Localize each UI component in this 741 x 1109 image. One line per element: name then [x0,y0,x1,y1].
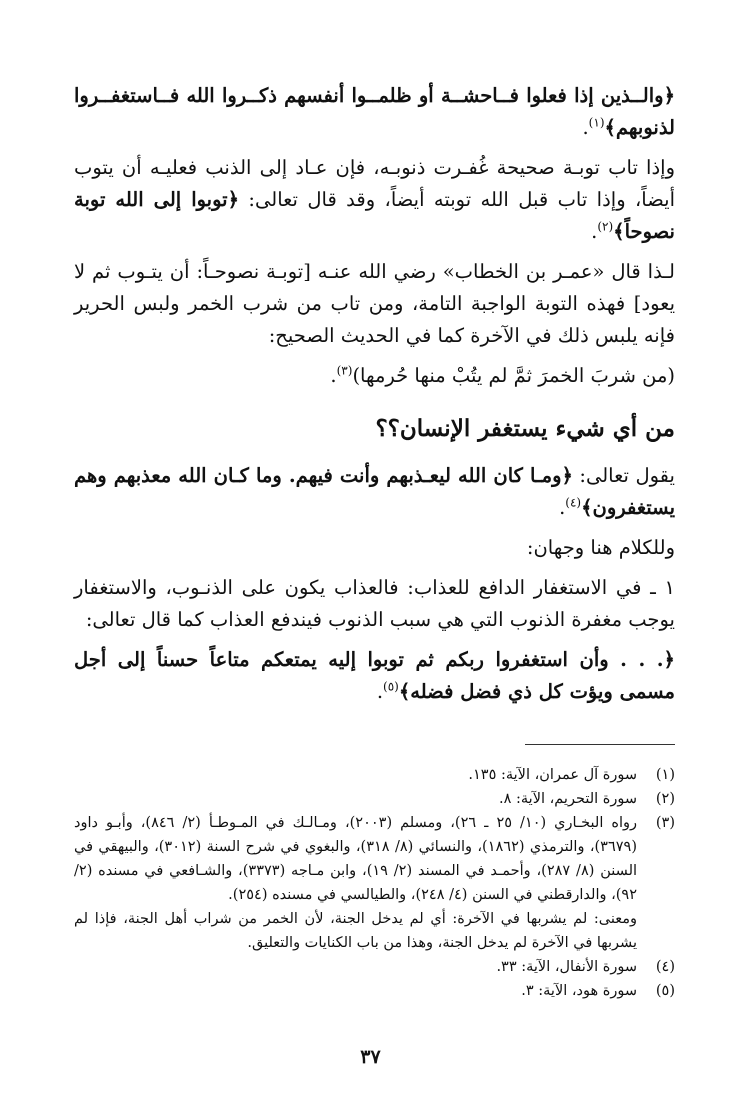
page-number: ٣٧ [360,1046,381,1068]
footnote-item [74,763,675,787]
footnote-number: (١) [655,767,675,783]
footnote-item [74,979,675,1003]
paragraph-p5 [74,460,675,524]
footnote-item [74,787,675,811]
text-run: . [376,680,384,703]
main-text-bottom [74,460,675,708]
footnote-text: سورة آل عمران، الآية: ١٣٥. [468,767,637,783]
paragraph-p1 [74,80,675,144]
footnote-divider [525,744,675,745]
footnote-text: سورة التحريم، الآية: ٨. [498,791,637,807]
section-heading: من أي شيء يستغفر الإنسان؟؟ [375,415,675,442]
footnote-ref: (٢) [597,219,614,234]
footnote-text: سورة الأنفال، الآية: ٣٣. [496,959,637,975]
text-run: (من شربَ الخمرَ ثمَّ لم يتُبْ منها حُرمها) [352,364,675,387]
footnote-number: (٥) [655,983,675,999]
footnote-item [74,955,675,979]
quranic-verse: ﴿ومـا كان الله ليعـذبهم وأنت فيهم. وما كـان الله معذبهم وهم يستغفرون﴾ [74,464,675,519]
footnote-item [74,811,675,907]
paragraph-p2 [74,152,675,248]
footnote-text: رواه البخـاري (١٠/ ٢٥ ـ ٢٦)، ومسلم (٢٠٠٣)، ومـالـك في المـوطـأ (٢/ ٨٤٦)، وأبـو داود (٣٦٧٩)، والترمذي (١٨٦٢)، والنسائي (٨/ ٣١٨)، والبغوي في شرح السنة (٣٠١٢)، والبيهقي في السنن (٨/ ٢٨٧)، وأحمـد في المسند (٢/ ١٩)، وابن مـاجه (٣٣٧٣)، والشـافعي في مسنده (٢/ ٩٢)، والدارقطني في السنن (٤/ ٢٤٨)، والطيالسي في مسنده (٢٥٤). [74,815,638,903]
text-run: . [591,220,598,243]
main-text-top [74,80,675,392]
text-run: لـذا قال «عمـر بن الخطاب» رضي الله عنـه [توبـة نصوحـاً: أن يتـوب ثم لا يعود] فهذه التوبة الواجبة التامة، ومن تاب من شرب الخمر ولبس الحرير فإنه يلبس ذلك في الآخرة كما في الحديث الصحيح: [74,260,675,347]
text-run: يقول تعالى: [572,464,675,487]
paragraph-p6 [74,532,675,564]
footnote-item [74,907,675,955]
footnote-number: (٤) [655,959,675,975]
paragraph-p3 [74,256,675,352]
quranic-verse: ﴿توبوا إلى الله توبة نصوحاً﴾ [74,188,675,243]
quranic-verse: ﴿والــذين إذا فعلوا فــاحشــة أو ظلمــوا أنفسهم ذكــروا الله فــاستغفــروا لذنوبهم﴾ [74,84,675,139]
footnote-ref: (٥) [383,679,399,694]
text-run: . [582,116,589,139]
footnotes [74,763,675,1003]
text-run: وللكلام هنا وجهان: [526,536,675,559]
quranic-verse: ﴿. . . وأن استغفروا ربكم ثم توبوا إليه يمتعكم متاعاً حسناً إلى أجل مسمى ويؤت كل ذي فضل فضله﴾ [74,648,675,703]
footnote-number: (٢) [655,791,675,807]
footnote-ref: (٣) [336,363,353,378]
footnote-text: سورة هود، الآية: ٣. [521,983,637,999]
footnote-ref: (١) [588,115,605,130]
paragraph-p7 [74,572,675,636]
text-run: ١ ـ في الاستغفار الدافع للعذاب: فالعذاب يكون على الذنـوب، والاستغفار يوجب مغفرة الذنوب التي هي سبب الذنوب فيندفع العذاب كما قال تعالى: [74,576,675,631]
paragraph-p4 [74,360,675,392]
text-run: . [330,364,337,387]
footnote-text: ومعنى: لم يشربها في الآخرة: أي لم يدخل الجنة، لأن الخمر من شراب أهل الجنة، فإذا لم يشربها في الآخرة لم يدخل الجنة، وهذا من باب الكنايات والتعليق. [74,911,637,951]
text-run: وإذا تاب توبـة صحيحة غُفـرت ذنوبـه، فإن عـاد إلى الذنب فعليـه أن يتوب أيضاً، وإذا تاب قبل الله توبته أيضاً، وقد قال تعالى: [74,156,675,211]
footnote-number: (٣) [655,815,675,831]
paragraph-p8 [74,644,675,708]
footnote-ref: (٤) [565,495,582,510]
text-run: . [559,496,566,519]
